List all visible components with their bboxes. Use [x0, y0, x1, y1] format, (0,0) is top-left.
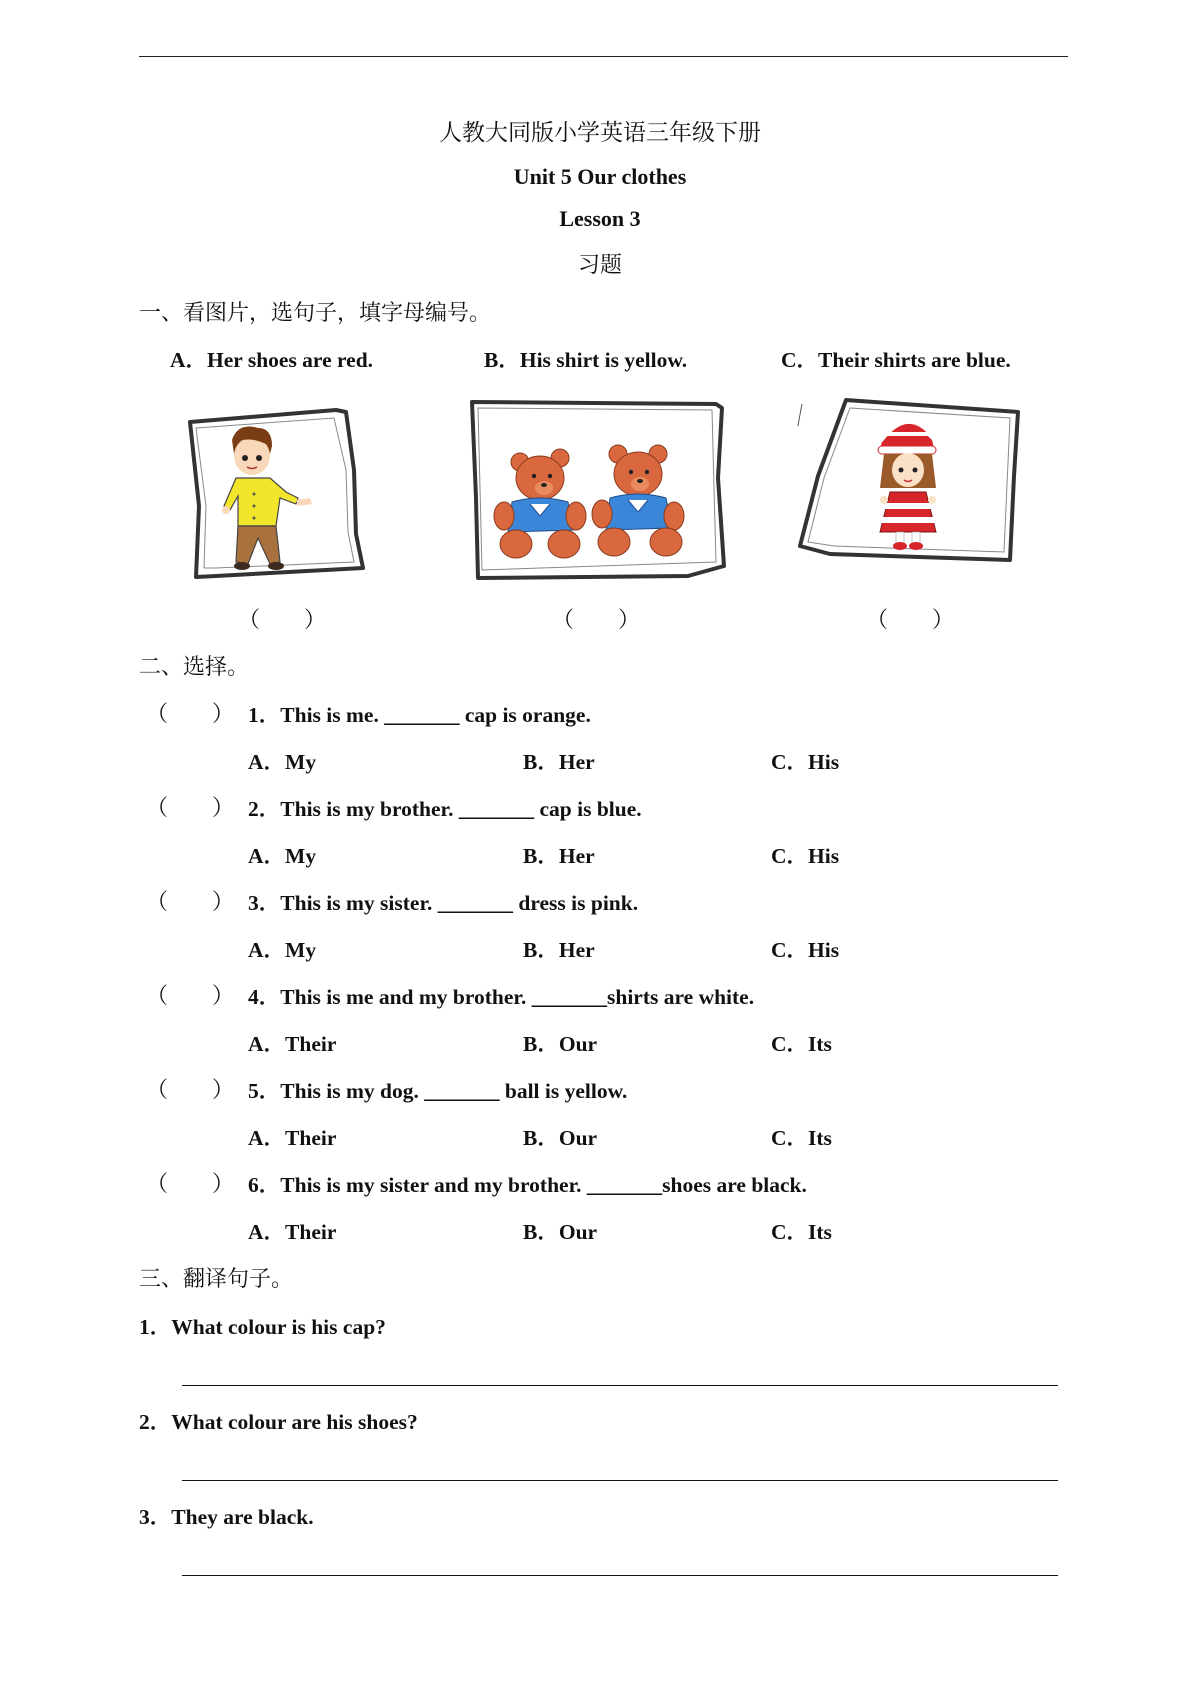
- q5-choice-a-text: Their: [285, 1126, 337, 1150]
- q6-choice-b-letter: B．: [523, 1220, 559, 1244]
- q6-stem: [248, 1168, 807, 1199]
- q4-choice-b-text: Our: [558, 1032, 598, 1056]
- q5-num: 5．: [248, 1079, 281, 1103]
- q6-choice-b: [523, 1215, 597, 1246]
- q1-num: 1．: [248, 703, 281, 727]
- translate-item-2: [139, 1405, 418, 1436]
- q5-choice-c-text: Its: [808, 1126, 832, 1150]
- q6-choice-a-letter: A．: [248, 1220, 286, 1244]
- q1-blank[interactable]: _______: [384, 703, 460, 727]
- q6-choice-c-text: Its: [808, 1220, 832, 1244]
- q1-choice-a-text: My: [285, 750, 317, 774]
- q1-stem: [248, 698, 591, 729]
- q6-after: shoes are black.: [662, 1173, 807, 1197]
- q3-blank[interactable]: _______: [437, 891, 514, 915]
- q4-choice-a-letter: A．: [248, 1032, 286, 1056]
- picture-boy-yellow-shirt: [186, 406, 382, 584]
- q2-choice-c-text: His: [808, 844, 840, 868]
- q6-choice-a-text: Their: [285, 1220, 337, 1244]
- q6-choice-c-letter: C．: [771, 1220, 809, 1244]
- q3-choice-c: [771, 933, 839, 964]
- q1-after: cap is orange.: [459, 703, 591, 727]
- q5-before: This is my dog.: [280, 1079, 425, 1103]
- q4-choice-b: [523, 1027, 597, 1058]
- option-a-letter: A．: [170, 348, 208, 372]
- q1-choice-a-letter: A．: [248, 750, 286, 774]
- q2-after: cap is blue.: [534, 797, 642, 821]
- picture-teddy-bears-blue-shirts: [468, 398, 726, 582]
- q2-choice-c-letter: C．: [771, 844, 809, 868]
- answer-line-2[interactable]: [182, 1480, 1058, 1481]
- q2-choice-b-letter: B．: [523, 844, 559, 868]
- q1-answer-paren[interactable]: （ ）: [146, 701, 235, 726]
- q2-choice-a-text: My: [285, 844, 317, 868]
- q4-answer-paren[interactable]: （ ）: [146, 983, 235, 1008]
- q3-answer-paren[interactable]: （ ）: [146, 889, 235, 914]
- option-c: [781, 343, 1011, 374]
- q1-choice-b: [523, 745, 595, 776]
- translate-item-1: [139, 1310, 386, 1341]
- q5-stem: [248, 1074, 627, 1105]
- q3-choice-b: [523, 933, 595, 964]
- q6-choice-c: [771, 1215, 832, 1246]
- q5-blank[interactable]: _______: [424, 1079, 500, 1103]
- q4-after: shirts are white.: [607, 985, 755, 1009]
- q4-choice-c-letter: C．: [771, 1032, 809, 1056]
- answer-paren-3[interactable]: （ ）: [866, 607, 955, 632]
- q4-before: This is me and my brother.: [280, 985, 532, 1009]
- section3-heading: 三、翻译句子。: [139, 1266, 294, 1291]
- q1-choice-c: [771, 745, 839, 776]
- exercise-subtitle: 习题: [577, 252, 622, 277]
- q1-choice-b-text: Her: [558, 750, 595, 774]
- q2-blank[interactable]: _______: [458, 797, 535, 821]
- q1-choice-c-text: His: [808, 750, 840, 774]
- translate-item-3-text: They are black.: [171, 1505, 314, 1529]
- q2-choice-b: [523, 839, 595, 870]
- q1-choice-a: [248, 745, 316, 776]
- picture-girl-red-dress: [790, 396, 1026, 580]
- option-b-letter: B．: [484, 348, 520, 372]
- q4-choice-a-text: Their: [285, 1032, 337, 1056]
- q3-choice-c-letter: C．: [771, 938, 809, 962]
- q3-stem: [248, 886, 638, 917]
- option-b: [484, 343, 687, 374]
- q3-before: This is my sister.: [280, 891, 438, 915]
- lesson-title: Lesson 3: [559, 206, 641, 231]
- q4-choice-b-letter: B．: [523, 1032, 559, 1056]
- q3-choice-a-text: My: [285, 938, 317, 962]
- q4-num: 4．: [248, 985, 281, 1009]
- translate-item-3: [139, 1500, 314, 1531]
- q4-choice-a: [248, 1027, 336, 1058]
- q6-choice-b-text: Our: [558, 1220, 598, 1244]
- q6-num: 6．: [248, 1173, 281, 1197]
- translate-item-2-text: What colour are his shoes?: [171, 1410, 418, 1434]
- q4-choice-c-text: Its: [808, 1032, 832, 1056]
- option-a-text: Her shoes are red.: [207, 348, 374, 372]
- q5-choice-a: [248, 1121, 336, 1152]
- answer-paren-2[interactable]: （ ）: [552, 607, 641, 632]
- q2-choice-a: [248, 839, 316, 870]
- q5-after: ball is yellow.: [499, 1079, 628, 1103]
- q2-stem: [248, 792, 642, 823]
- q3-after: dress is pink.: [513, 891, 639, 915]
- q5-choice-b-text: Our: [558, 1126, 598, 1150]
- q5-choice-b: [523, 1121, 597, 1152]
- section1-heading: 一、看图片，选句子，填字母编号。: [139, 300, 492, 325]
- q6-blank[interactable]: _______: [586, 1173, 663, 1197]
- q3-choice-b-letter: B．: [523, 938, 559, 962]
- answer-line-1[interactable]: [182, 1385, 1058, 1386]
- q5-choice-b-letter: B．: [523, 1126, 559, 1150]
- q5-answer-paren[interactable]: （ ）: [146, 1077, 235, 1102]
- q6-before: This is my sister and my brother.: [280, 1173, 587, 1197]
- q4-stem: [248, 980, 754, 1011]
- q2-choice-c: [771, 839, 839, 870]
- q2-choice-a-letter: A．: [248, 844, 286, 868]
- translate-item-2-num: 2．: [139, 1410, 172, 1434]
- q5-choice-c: [771, 1121, 832, 1152]
- q3-choice-a-letter: A．: [248, 938, 286, 962]
- q3-choice-a: [248, 933, 316, 964]
- unit-title: Unit 5 Our clothes: [513, 164, 687, 189]
- q1-choice-c-letter: C．: [771, 750, 809, 774]
- q1-choice-b-letter: B．: [523, 750, 559, 774]
- translate-item-3-num: 3．: [139, 1505, 172, 1529]
- translate-item-1-text: What colour is his cap?: [171, 1315, 386, 1339]
- q5-choice-c-letter: C．: [771, 1126, 809, 1150]
- option-a: [170, 343, 373, 374]
- q3-choice-b-text: Her: [558, 938, 595, 962]
- option-b-text: His shirt is yellow.: [519, 348, 688, 372]
- q6-answer-paren[interactable]: （ ）: [146, 1171, 235, 1196]
- answer-line-3[interactable]: [182, 1575, 1058, 1576]
- top-rule: [139, 56, 1068, 57]
- answer-paren-1[interactable]: （ ）: [238, 607, 327, 632]
- q2-choice-b-text: Her: [558, 844, 595, 868]
- q1-before: This is me.: [280, 703, 385, 727]
- q4-blank[interactable]: _______: [531, 985, 607, 1009]
- worksheet-cn-title: 人教大同版小学英语三年级下册: [439, 120, 761, 145]
- translate-item-1-num: 1．: [139, 1315, 172, 1339]
- q2-answer-paren[interactable]: （ ）: [146, 795, 235, 820]
- q4-choice-c: [771, 1027, 832, 1058]
- q2-num: 2．: [248, 797, 281, 821]
- q2-before: This is my brother.: [280, 797, 459, 821]
- option-c-text: Their shirts are blue.: [818, 348, 1011, 372]
- q3-num: 3．: [248, 891, 281, 915]
- q6-choice-a: [248, 1215, 336, 1246]
- option-c-letter: C．: [781, 348, 819, 372]
- section2-heading: 二、选择。: [139, 654, 250, 679]
- q3-choice-c-text: His: [808, 938, 840, 962]
- q5-choice-a-letter: A．: [248, 1126, 286, 1150]
